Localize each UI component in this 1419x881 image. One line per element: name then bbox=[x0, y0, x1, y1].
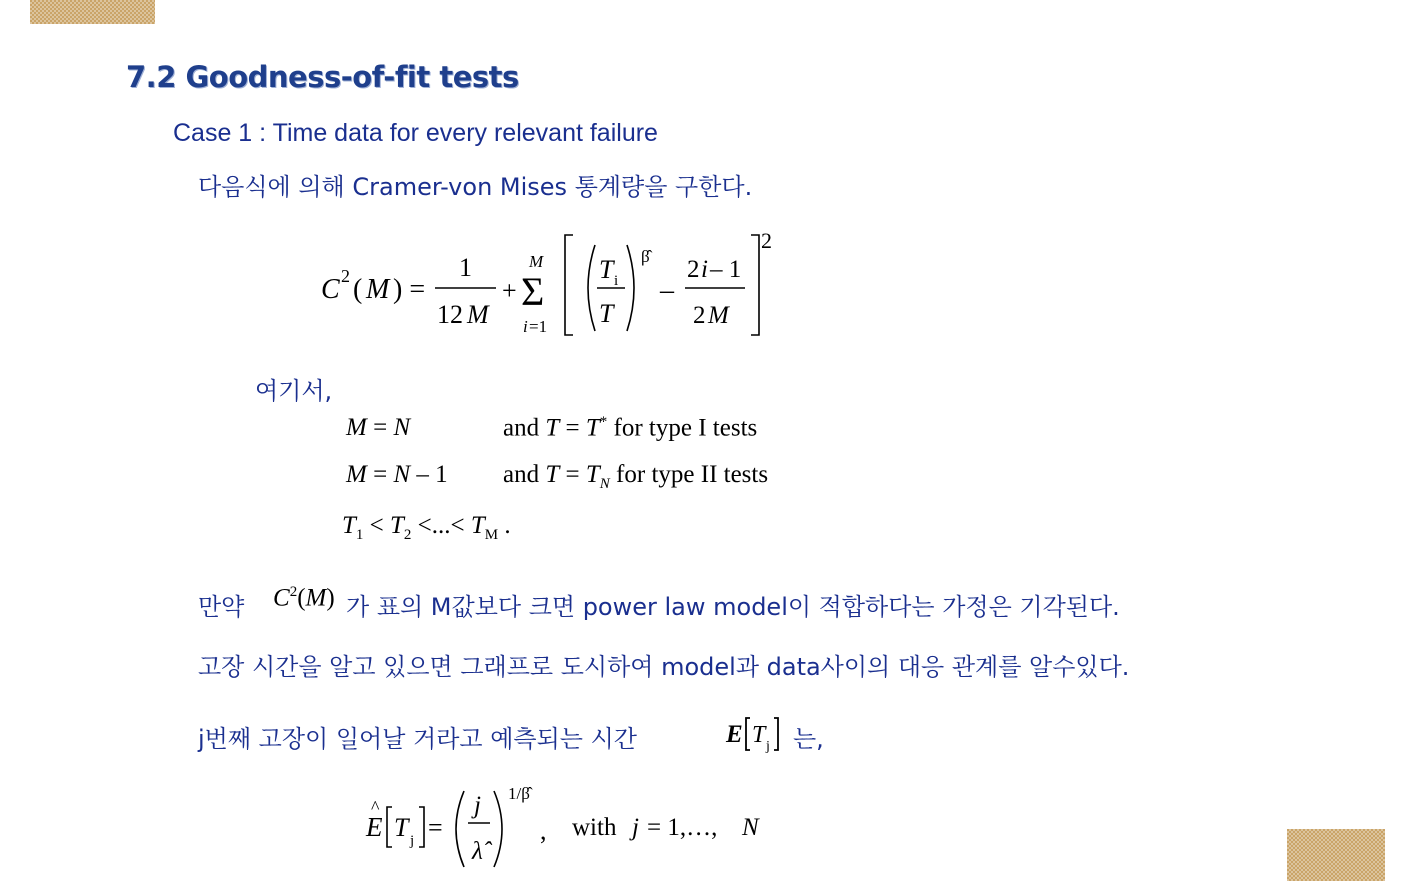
svg-text:λ̂: λ̂ bbox=[472, 838, 483, 865]
intro-line: 다음식에 의해 Cramer-von Mises 통계량을 구한다. bbox=[198, 173, 753, 201]
svg-text:,: , bbox=[540, 816, 547, 845]
expected-prefix: j번째 고장이 일어날 거라고 예측되는 시간 bbox=[198, 725, 637, 753]
condition-2-lhs: M = N – 1 bbox=[346, 461, 448, 488]
svg-text:E: E bbox=[726, 721, 743, 748]
svg-text:T: T bbox=[752, 722, 766, 748]
svg-text:(: ( bbox=[353, 274, 363, 305]
svg-text:=: = bbox=[428, 813, 443, 842]
condition-1-lhs: M = N bbox=[346, 414, 411, 441]
svg-text:β̂: β̂ bbox=[641, 247, 650, 266]
condition-2-rhs: and $T = T_N$ for type II tests bbox=[503, 461, 769, 492]
svg-text:E: E bbox=[366, 812, 383, 842]
svg-text:=1: =1 bbox=[529, 317, 548, 336]
if-suffix: 가 표의 M값보다 크면 power law model이 적합하다는 가정은 기각된다. bbox=[346, 593, 1120, 621]
where-label: 여기서, bbox=[255, 377, 333, 405]
svg-text:T: T bbox=[394, 813, 409, 842]
expected-suffix: 는, bbox=[793, 725, 824, 753]
svg-text:2: 2 bbox=[761, 228, 772, 253]
svg-text:– 1: – 1 bbox=[710, 256, 742, 283]
svg-text:j: j bbox=[632, 814, 639, 841]
decorative-block-top-left bbox=[30, 0, 155, 24]
svg-text:C: C bbox=[321, 274, 340, 305]
svg-text:i: i bbox=[701, 256, 708, 283]
svg-text:^: ^ bbox=[371, 797, 380, 817]
svg-text:with: with bbox=[572, 814, 617, 841]
svg-text:N: N bbox=[742, 814, 759, 841]
svg-text:= 1,…,: = 1,…, bbox=[647, 814, 718, 841]
svg-text:T: T bbox=[599, 299, 614, 328]
svg-text:i: i bbox=[523, 317, 528, 336]
svg-text:+: + bbox=[502, 276, 517, 305]
svg-text:j: j bbox=[766, 739, 770, 754]
if-prefix: 만약 bbox=[198, 593, 245, 621]
section-title: 7.2 Goodness-of-fit tests bbox=[126, 60, 519, 94]
expected-time-symbol bbox=[724, 712, 790, 756]
svg-text:1/β̂: 1/β̂ bbox=[508, 784, 530, 803]
svg-text:j: j bbox=[410, 833, 415, 849]
expected-time-formula bbox=[362, 775, 782, 871]
statistic-symbol: $C^2(M)$ bbox=[273, 584, 335, 612]
case-line: Case 1 : Time data for every relevant failure bbox=[173, 119, 658, 147]
svg-text:–: – bbox=[660, 275, 674, 306]
svg-text:1: 1 bbox=[459, 253, 472, 282]
svg-text:Σ: Σ bbox=[521, 269, 545, 314]
svg-text:2: 2 bbox=[687, 256, 700, 283]
svg-text:M: M bbox=[708, 302, 729, 329]
cramer-von-mises-formula bbox=[315, 225, 785, 343]
svg-text:M: M bbox=[529, 252, 544, 271]
svg-text:2: 2 bbox=[341, 266, 350, 286]
ordering-formula: $T_1 < T_2$ <...< $T_M$ . bbox=[342, 512, 511, 543]
svg-text:i: i bbox=[614, 273, 619, 289]
svg-text:T: T bbox=[599, 255, 614, 284]
condition-1-rhs: and T = T* for type I tests bbox=[503, 414, 758, 442]
svg-text:j: j bbox=[474, 792, 481, 819]
svg-text:M: M bbox=[366, 274, 390, 305]
svg-text:12: 12 bbox=[437, 300, 463, 329]
svg-text:2: 2 bbox=[693, 302, 706, 329]
decorative-block-bottom-right bbox=[1287, 829, 1385, 881]
plot-line: 고장 시간을 알고 있으면 그래프로 도시하여 model과 data사이의 대응 관계를 알수있다. bbox=[198, 653, 1130, 681]
svg-text:) =: ) = bbox=[393, 274, 426, 305]
svg-text:M: M bbox=[467, 300, 489, 329]
